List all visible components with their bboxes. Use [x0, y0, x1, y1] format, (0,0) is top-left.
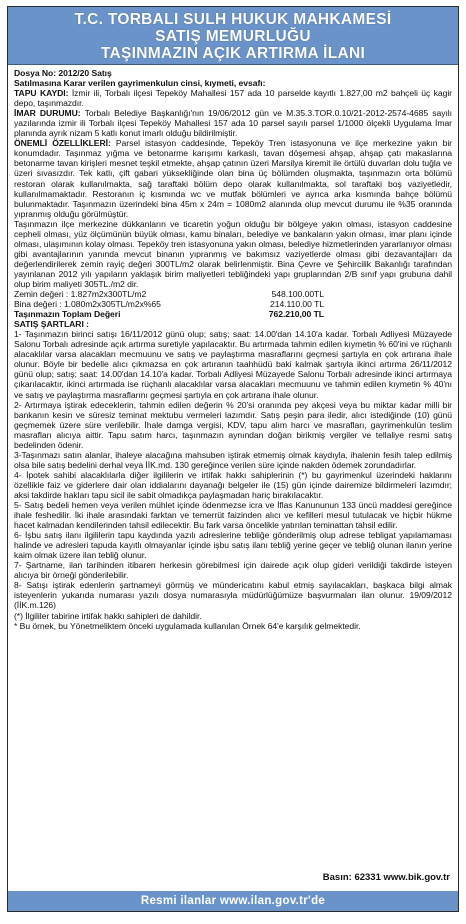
condition-7: 7- Şartname, ilan tarihinden itibaren herkesin görebilmesi için dairede açık olup gideri verildiği takdirde isteyen alıcıya bir örneği gönderilebilir.: [14, 560, 452, 581]
onemli-label: ÖNEMLİ ÖZELLİKLERİ:: [14, 138, 111, 149]
total-value: 762.210,00 TL: [268, 309, 324, 320]
market-paragraph: Taşınmazın ilçe merkezine dükkanların ve ticaretin yoğun olduğu bir bölgeye yakın olması, istasyon caddesine cepheli olması, yüz ölçümünün büyük olması, kamu binaları, belediye ve bankaların yakın olması, imar planı içinde olması, ulaşımının kolay olması. Tepeköy tren istasyonuna yakın olması, belediye hizmetlerinden yararlanıyor olması gibi avantajlarının yanında mevcut binanın yıpranmış ve bakımsız vaziyetlerde olması gibi dezavantajları da değerlendirilerek zemin rayiç değeri 300TL/m2 olarak belirlenmiştir. Bina Çevre ve Şehircilik Bakanlığı tarafından yayınlanan 2012 yılı yapıların yaklaşık birim maliyetleri tebliğindeki yapı gruplarından 2/B sınıf yapı grubuna dahil olup birim maliyeti 305TL./m2 dir.: [14, 218, 452, 289]
onemli-paragraph: [14, 138, 452, 218]
condition-3: 3-Taşınmazı satın alanlar, ihaleye alacağına mahsuben iştirak etmemiş olmak kaydıyla, ihalenin fesih talep edilmiş olsa bile satış bedelini derhal veya İİK.md. 130 gereğince verilen süre içinde nakden ödemek zorundadırlar.: [14, 449, 452, 470]
court-name: T.C. TORBALI SULH HUKUK MAHKAMESİ: [74, 11, 392, 28]
valuation-row-total: [14, 309, 452, 319]
office-name: SATIŞ MEMURLUĞU: [155, 28, 311, 45]
zemin-label: Zemin değeri : 1.827m2x300TL/m2: [14, 289, 147, 300]
valuation-row-zemin: [14, 289, 452, 299]
condition-4: 4- İpotek sahibi alacaklılarla diğer ilgililerin ve irtifak hakkı sahiplerinin (*) bu gayrimenkul üzerindeki haklarını özellikle faiz ve giderlere dair olan iddialarını dayanağı belgeler ile (15) gün içinde dairemize bildirmeleri lazımdır; aksi takdirde hakları tapu sicil ile sabit olmadıkça paylaşmadan hariç bırakılacaktır.: [14, 469, 452, 500]
onemli-text: Parsel istasyon caddesinde, Tepeköy Tren istasyonuna ve ilçe merkezine yakın bir konumdadır. Taşınmaz yığma ve betonarme karışımı karkaslı, tavan döşemesi ahşap, ahşap çatı makaslarına betonarme tavan kirişleri mesnet teşkil etmekte, ahşap çatının üzeri Marsilya kiremit ile örtülü duvarları dolu tuğla ve üzeri sıvasızdır. Tek katlı, çift gabari yüksekliğinde olan bina üç bölümden oluşmakta, taşınmazın orta bölümü restoran olarak kullanılmakta, sağ taraftaki bölüm depo olarak kullanılmakta, sol taraftaki boş vaziyetledir, kullanılmamaktadır. Restoranın iç kısmında wc ve mutfak bölümleri ve ayrıca arka kısmında bahçe bölümü bulunmaktadır. Taşınmazın üzerindeki bina 45m x 24m = 1080m2 alanında olup mevcut durumu ile %35 oranında yıpranmış olduğu görülmüştür.: [14, 138, 452, 219]
announcement-page: [7, 6, 459, 912]
bina-value: 214.110.00 TL: [270, 299, 324, 310]
tapu-text: İzmir ili, Torbalı ilçesi Tepeköy Mahallesi 157 ada 10 parselde kayıtlı 1.827,00 m2 bahçeli üç kagir depo, taşınmazdır.: [14, 88, 452, 109]
imar-paragraph: [14, 108, 452, 138]
imar-text: Torbalı Belediye Başkanlığı'nın 19/06/2012 gün ve M.35.3.TOR.0.10/21-2012-2574-4685 sayılı yazılarında izmir ili Torbalı ilçesi Tepeköy Mahallesi 157 ada 10 parsel sayılı parsel 1/1000 ölçekli Uygulama İmar planında ayrık nizam 5 katlı konut imarlı olduğu bildirilmiştir.: [14, 108, 452, 139]
imar-label: İMAR DURUMU:: [14, 108, 81, 119]
condition-1: 1- Taşınmazın birinci satışı 16/11/2012 günü olup; satış; saat: 14.00'dan 14.10'a kadar. Torbalı Adliyesi Müzayede Salonu Torbalı adresinde açık artırma suretiyle yapılacaktır. Bu artırmada tahmin edilen kıymetin % 60'ini ve rüçhanlı alacaklılar varsa alacakları mecmuunu ve satış ve paylaştırma masraflarını geçmesi şartıyla en çok artırana ihale olunur. Böyle bir bedelle alıcı çıkmazsa en çok artıranın taahhüdü baki kalmak şartıyla ikinci artırma 26/11/2012 günü olup; satış; saat: 14.00'dan 14.10'a kadar. Torbalı Adliyesi Müzayede Salonu Torbalı adresinde ikinci artırmaya çıkarılacaktır, ikinci artırmada ise rüçhanlı alacaklılar varsa alacakları mecmuunu ve tahmin edilen kıymetin % 40'nı ve satış ve paylaştırma masraflarını geçmesi şartıyla en çok artırana ihale olunur.: [14, 329, 452, 400]
condition-5: 5- Satış bedeli hemen veya verilen mühlet içinde ödenmezse icra ve İflas Kanununun 133 üncü maddesi gereğince ihale feshedilir. İki ihale arasındaki farktan ve temerrüt faizinden alıcı ve kefilleri mesul tutulacak ve hiçbir hükme hacet kalmadan kendilerinden tahsil edilecektir. Bu fark varsa öncelikle yatırılan teminattan tahsil edilir.: [14, 500, 452, 531]
condition-8: 8- Satışı iştirak edenlerin şartnameyi görmüş ve mündericatını kabul etmiş sayılacakları, başkaca bilgi almak isteyenlerin yukarıda numarası yazılı dosya numarasıyla müdürlüğümüze başvurmaları ilan olunur. 19/09/2012 (İİK.m.126): [14, 580, 452, 611]
tapu-label: TAPU KAYDI:: [14, 88, 69, 99]
condition-6: 6- İşbu satış ilanı ilgililerin tapu kaydında yazılı adreslerine tebliğe gönderilmiş olup adrese tebligat yapılamaması halinde ve adresleri tapuda kayıtlı olmayanlar içinde işbu satış ilanı tebliğ yerine geçer ve tebliğ olunan ilanın yerine kaim olmak üzere ilan tebliğ olunur.: [14, 530, 452, 561]
interested-parties-note: (*) İlgililer tabirine irtifak hakkı sahipleri de dahildir.: [14, 610, 202, 621]
announcement-title: TAŞINMAZIN AÇIK ARTIRMA İLANI: [100, 45, 366, 62]
valuation-row-bina: [14, 299, 452, 309]
section-subtitle: Satılmasına Karar verilen gayrimenkulun cinsi, kıymeti, evsafı:: [14, 78, 266, 89]
zemin-value: 548.100.00TL: [271, 289, 324, 300]
total-label: Taşınmazın Toplam Değeri: [14, 309, 121, 320]
press-reference: Basın: 62331 www.bik.gov.tr: [322, 872, 450, 883]
bina-label: Bina değeri : 1.080m2x305TL/m2x%65: [14, 299, 161, 310]
announcement-body: [8, 65, 458, 631]
condition-2: 2- Artırmaya iştirak edeceklerin, tahmin edilen değerin % 20'si oranında pey akçesi veya bu miktar kadar milli bir bankanın kesin ve süresiz teminat mektubu vermeleri lazımdır. Satış peşin para iledir, alıcı istediğinde (10) günü geçmemek üzere süre verilebilir. İhale damga vergisi, KDV, tapu alım harcı ve masrafları, gayrimenkulün teslim masrafları alıcıya aittir. Tapu satım harcı, taşınmazın aynından doğan birikmiş vergiler ve tellaliye resmi satış bedelinden ödenir.: [14, 399, 452, 450]
footer-banner: Resmi ilanlar www.ilan.gov.tr'de: [8, 891, 458, 911]
tapu-paragraph: [14, 88, 452, 108]
valuation-table: [14, 289, 452, 319]
announcement-header: [8, 7, 458, 65]
sale-conditions-title: SATIŞ ŞARTLARI :: [14, 319, 89, 330]
case-number: Dosya No: 2012/20 Satış: [14, 68, 112, 78]
form-note: * Bu örnek, bu Yönetmeliktem önceki uygulamada kullanılan Örnek 64'e karşılık gelmektedir.: [14, 620, 361, 631]
